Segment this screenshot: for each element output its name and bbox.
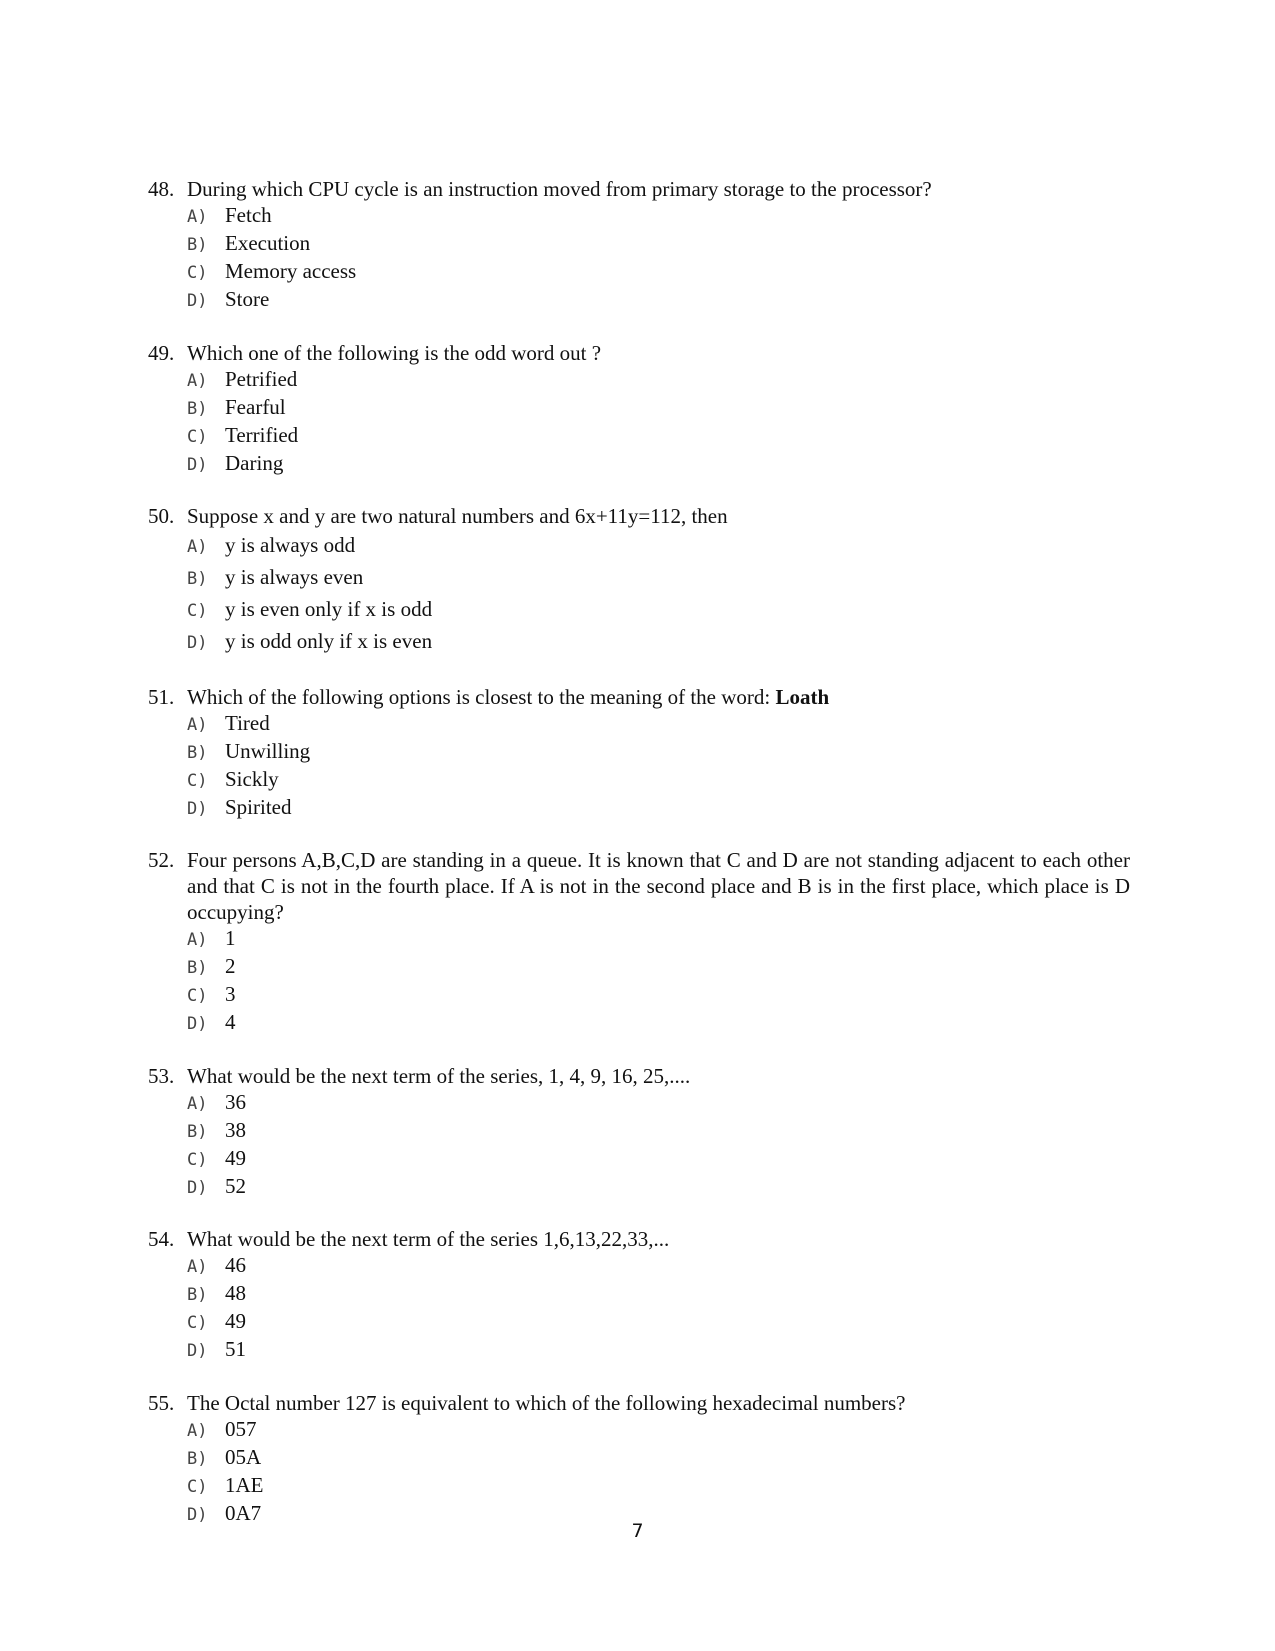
option-text: Unwilling xyxy=(225,738,311,763)
option-letter: C) xyxy=(187,263,208,283)
option-text: Store xyxy=(225,287,270,311)
option-letter: A) xyxy=(187,1257,208,1277)
question-52 xyxy=(148,847,1130,1037)
option-c xyxy=(187,1145,1130,1173)
option-text: 057 xyxy=(225,1416,257,1441)
question-text xyxy=(187,684,1130,710)
option-text: 1 xyxy=(225,926,236,950)
option-b xyxy=(187,394,1130,422)
option-d xyxy=(187,1009,1130,1037)
option-text: y is even only if x is odd xyxy=(225,597,433,621)
question-text-plain: Which of the following options is closest to the meaning of the word: xyxy=(187,684,776,709)
option-a xyxy=(187,366,1130,394)
option-letter: A) xyxy=(187,930,208,950)
option-text: 49 xyxy=(225,1145,246,1170)
option-letter: C) xyxy=(187,770,208,791)
option-letter: D) xyxy=(187,633,208,653)
option-c xyxy=(187,766,1130,794)
option-b xyxy=(187,562,1130,594)
question-list xyxy=(148,176,1130,1553)
option-text: 4 xyxy=(225,1010,236,1034)
option-letter: A) xyxy=(187,537,208,557)
option-text: 49 xyxy=(225,1309,246,1333)
question-text: Which one of the following is the odd word out ? xyxy=(187,340,602,365)
option-d xyxy=(187,286,1130,314)
question-keyword: Loath xyxy=(775,684,830,709)
question-number: 48. xyxy=(148,177,175,201)
option-letter: A) xyxy=(187,1093,208,1114)
option-letter: C) xyxy=(187,601,208,621)
question-number: 54. xyxy=(148,1227,175,1251)
option-text: Daring xyxy=(225,450,284,475)
question-text: The Octal number 127 is equivalent to which of the following hexadecimal numbers? xyxy=(187,1390,906,1415)
option-a xyxy=(187,1089,1130,1117)
option-d xyxy=(187,450,1130,478)
option-c xyxy=(187,594,1130,626)
option-b xyxy=(187,1280,1130,1308)
option-text: 0A7 xyxy=(225,1500,262,1525)
option-letter: B) xyxy=(187,958,208,978)
option-c xyxy=(187,1472,1130,1500)
option-text: 3 xyxy=(225,982,236,1006)
option-letter: D) xyxy=(187,798,208,819)
option-letter: A) xyxy=(187,1420,208,1441)
option-c xyxy=(187,422,1130,450)
question-text: What would be the next term of the series, 1, 4, 9, 16, 25,.... xyxy=(187,1063,691,1088)
option-letter: C) xyxy=(187,1149,208,1170)
option-letter: B) xyxy=(187,742,208,763)
option-text: Spirited xyxy=(225,794,292,819)
question-53 xyxy=(148,1063,1130,1201)
question-55 xyxy=(148,1390,1130,1528)
option-letter: A) xyxy=(187,207,208,227)
option-letter: B) xyxy=(187,1121,208,1142)
option-text: 38 xyxy=(225,1117,246,1142)
option-c xyxy=(187,981,1130,1009)
option-text: y is always odd xyxy=(225,533,356,557)
option-text: Fetch xyxy=(225,203,272,227)
option-letter: A) xyxy=(187,714,208,735)
option-a xyxy=(187,1252,1130,1280)
option-letter: C) xyxy=(187,1476,208,1497)
question-54 xyxy=(148,1226,1130,1364)
question-number: 50. xyxy=(148,504,175,528)
option-a xyxy=(187,530,1130,562)
option-a xyxy=(187,1416,1130,1444)
option-d xyxy=(187,626,1130,658)
question-text: What would be the next term of the series 1,6,13,22,33,... xyxy=(187,1227,670,1251)
option-a xyxy=(187,710,1130,738)
question-text: Suppose x and y are two natural numbers and 6x+11y=112, then xyxy=(187,504,728,528)
option-c xyxy=(187,1308,1130,1336)
question-number: 55. xyxy=(148,1390,175,1415)
option-text: Terrified xyxy=(225,422,299,447)
option-letter: B) xyxy=(187,1448,208,1469)
question-48 xyxy=(148,176,1130,314)
question-text: During which CPU cycle is an instruction moved from primary storage to the processor? xyxy=(187,177,932,201)
question-50 xyxy=(148,503,1130,658)
question-number: 53. xyxy=(148,1063,175,1088)
option-b xyxy=(187,1117,1130,1145)
option-text: 05A xyxy=(225,1444,262,1469)
option-text: 46 xyxy=(225,1253,246,1277)
option-d xyxy=(187,794,1130,822)
option-text: Sickly xyxy=(225,766,279,791)
question-number: 49. xyxy=(148,340,175,365)
option-d xyxy=(187,1336,1130,1364)
option-letter: D) xyxy=(187,1504,208,1525)
option-letter: D) xyxy=(187,1341,208,1361)
option-letter: B) xyxy=(187,235,208,255)
option-letter: B) xyxy=(187,1285,208,1305)
option-a xyxy=(187,202,1130,230)
option-d xyxy=(187,1173,1130,1201)
option-text: Memory access xyxy=(225,259,357,283)
option-letter: D) xyxy=(187,1177,208,1198)
option-text: 36 xyxy=(225,1089,246,1114)
option-text: 51 xyxy=(225,1337,246,1361)
option-b xyxy=(187,1444,1130,1472)
option-text: Petrified xyxy=(225,366,298,391)
option-a xyxy=(187,925,1130,953)
option-letter: D) xyxy=(187,291,208,311)
question-text: Four persons A,B,C,D are standing in a queue. It is known that C and D are not standing adjacent to each other and that C is not in the fourth place. If A is not in the second place and B is in the first place, which place is D occupying? xyxy=(187,848,1130,924)
option-text: y is always even xyxy=(225,565,364,589)
option-letter: A) xyxy=(187,370,208,391)
option-letter: C) xyxy=(187,1313,208,1333)
option-text: 1AE xyxy=(225,1472,264,1497)
page-number: 7 xyxy=(631,1520,644,1542)
option-text: 48 xyxy=(225,1281,246,1305)
option-c xyxy=(187,258,1130,286)
question-51 xyxy=(148,684,1130,822)
question-number: 52. xyxy=(148,848,175,872)
option-b xyxy=(187,738,1130,766)
question-number: 51. xyxy=(148,684,175,709)
option-text: 52 xyxy=(225,1173,246,1198)
option-b xyxy=(187,230,1130,258)
option-letter: D) xyxy=(187,1014,208,1034)
option-letter: B) xyxy=(187,569,208,589)
option-text: Fearful xyxy=(225,394,286,419)
option-letter: C) xyxy=(187,426,208,447)
question-49 xyxy=(148,340,1130,478)
option-text: Execution xyxy=(225,231,311,255)
option-letter: D) xyxy=(187,454,208,475)
option-b xyxy=(187,953,1130,981)
option-text: 2 xyxy=(225,954,236,978)
option-text: y is odd only if x is even xyxy=(225,629,433,653)
option-letter: B) xyxy=(187,398,208,419)
option-letter: C) xyxy=(187,986,208,1006)
option-text: Tired xyxy=(225,710,270,735)
